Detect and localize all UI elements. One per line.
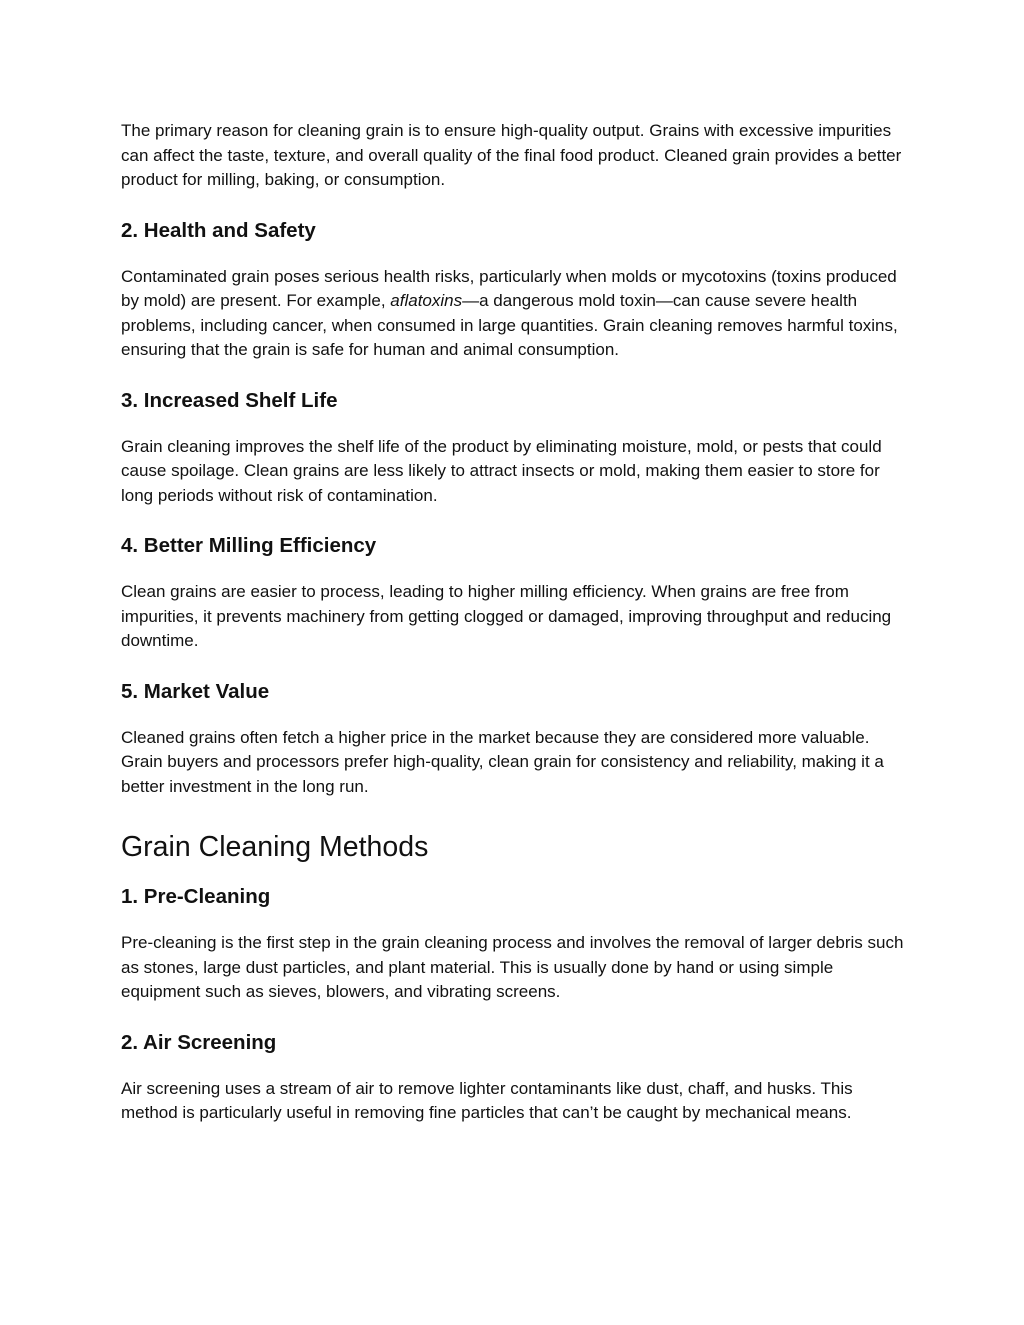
milling-paragraph: Clean grains are easier to process, leading to higher milling efficiency. When grains are free from impurities, it prevents machinery from getting clogged or damaged, improving throughput and reducing downtime.	[121, 582, 892, 650]
health-safety-paragraph	[121, 265, 911, 363]
document-page	[121, 119, 911, 1126]
pre-cleaning-paragraph: Pre-cleaning is the first step in the grain cleaning process and involves the removal of larger debris such as stones, large dust particles, and plant material. This is usually done by hand or using simple equipment such as sieves, blowers, and vibrating screens.	[121, 933, 904, 1001]
methods-title: Grain Cleaning Methods	[121, 831, 429, 863]
intro-paragraph: The primary reason for cleaning grain is to ensure high-quality output. Grains with excessive impurities can affect the taste, texture, and overall quality of the final food product. Cleaned grain provides a better product for milling, baking, or consumption.	[121, 121, 902, 189]
section-heading-market-value: 5. Market Value	[121, 679, 270, 703]
section-heading-pre-cleaning: 1. Pre-Cleaning	[121, 885, 271, 908]
section-heading-air-screening: 2. Air Screening	[121, 1030, 277, 1054]
section-heading-health-safety: 2. Health and Safety	[121, 218, 316, 242]
aflatoxins-term: aflatoxins	[390, 291, 463, 310]
air-screening-paragraph: Air screening uses a stream of air to remove lighter contaminants like dust, chaff, and husks. This method is particularly useful in removing fine particles that can’t be caught by mechanical means.	[121, 1078, 853, 1122]
health-safety-text-after: —a dangerous mold toxin—can cause severe health problems, including cancer, when consumed in large quantities. Grain cleaning removes harmful toxins, ensuring that the grain is safe for human and animal consumption.	[121, 291, 898, 359]
section-heading-milling: 4. Better Milling Efficiency	[121, 534, 377, 557]
market-value-paragraph: Cleaned grains often fetch a higher price in the market because they are considered more valuable. Grain buyers and processors prefer high-quality, clean grain for consistency and reliability, making it a better investment in the long run.	[121, 727, 884, 796]
health-safety-text-before: Contaminated grain poses serious health risks, particularly when molds or mycotoxins (toxins produced by mold) are present. For example,	[121, 266, 897, 310]
shelf-life-paragraph: Grain cleaning improves the shelf life of the product by eliminating moisture, mold, or pests that could cause spoilage. Clean grains are less likely to attract insects or mold, making them easier to store for long periods without risk of contamination.	[121, 436, 882, 505]
section-heading-shelf-life: 3. Increased Shelf Life	[121, 388, 338, 412]
